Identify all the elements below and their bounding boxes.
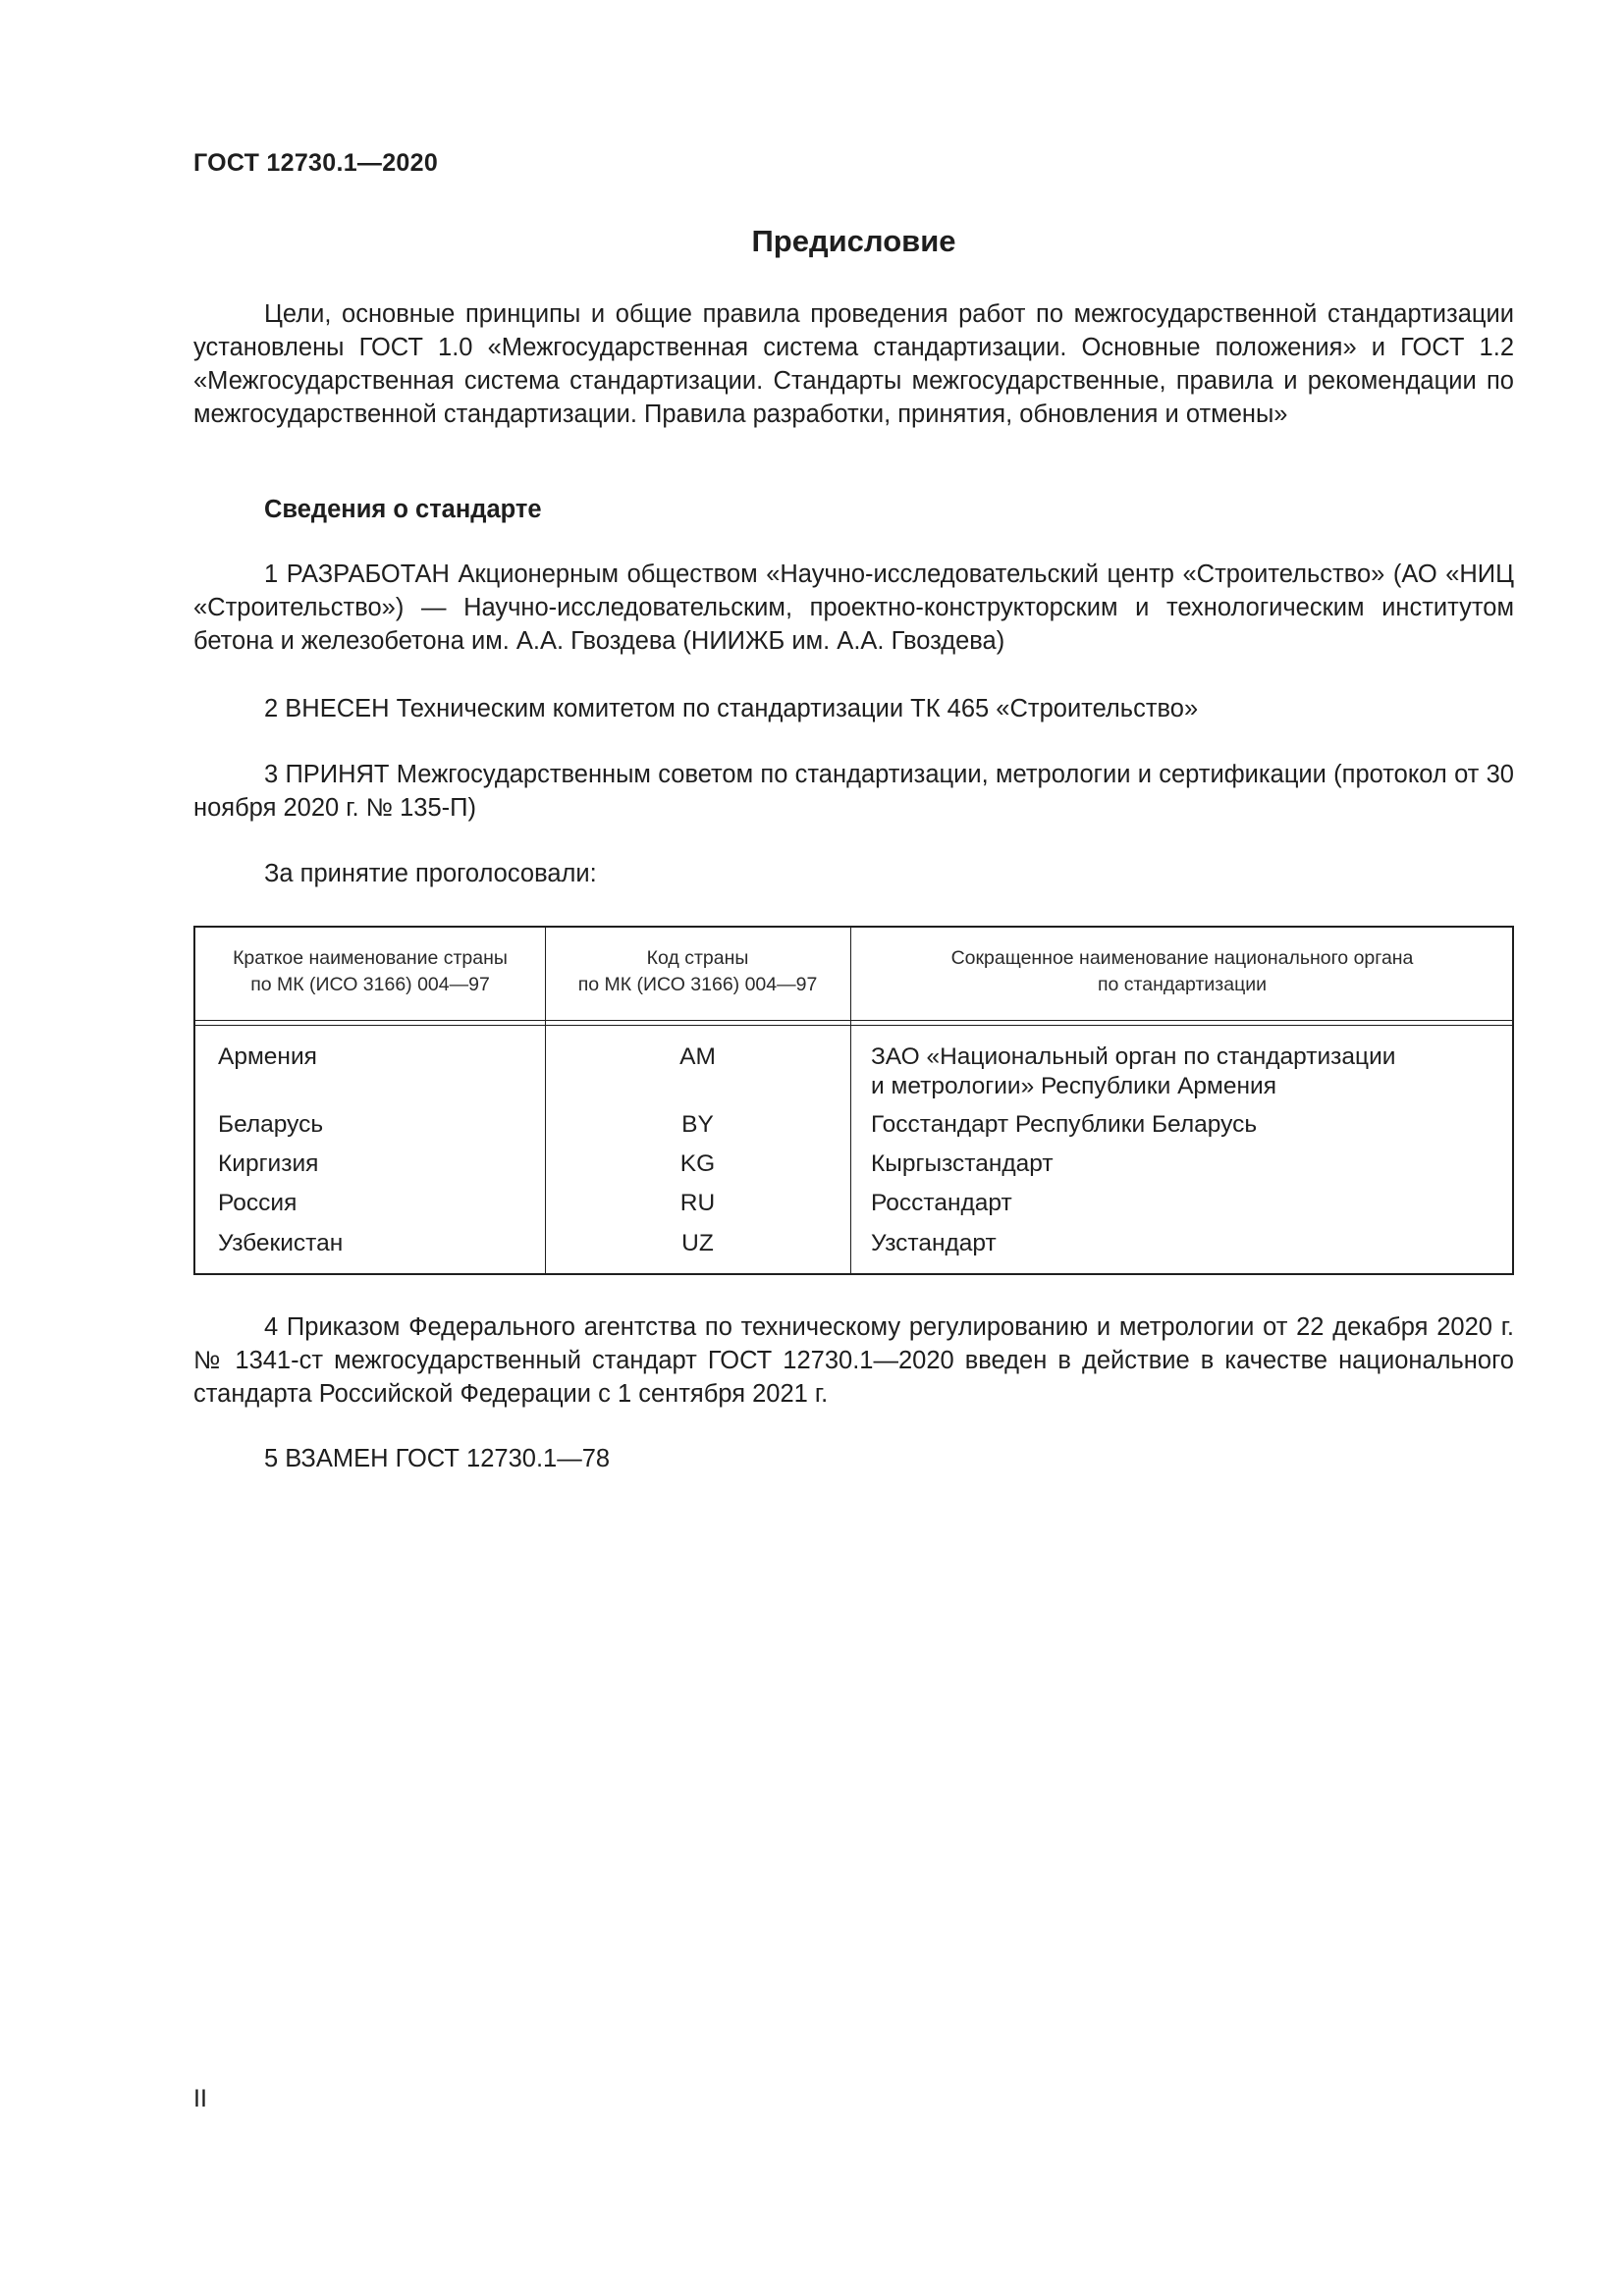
item-developed: 1 РАЗРАБОТАН Акционерным обществом «Научно-исследовательский центр «Строительство» (АО «НИЦ «Строительство») — Научно-исследовательским, проектно-конструкторским и технологическим институтом бетона и железобетона им. А.А. Гвоздева (НИИЖБ им. А.А. Гвоздева) xyxy=(193,561,1514,655)
code-cell: AM xyxy=(679,1043,716,1070)
intro-paragraph: Цели, основные принципы и общие правила проведения работ по межгосударственной стандартизации установлены ГОСТ 1.0 «Межгосударственная система стандартизации. Основные положения» и ГОСТ 1.2 «Межгосударственная система стандартизации. Стандарты межгосударственные, правила и рекомендации по межгосударственной стандартизации. Правила разработки, принятия, обновления и отмены» xyxy=(193,300,1514,428)
voting-table xyxy=(193,926,1514,1275)
section-heading: Сведения о стандарте xyxy=(264,496,542,523)
page-title: Предисловие xyxy=(751,224,956,258)
country-cell: Россия xyxy=(218,1190,298,1216)
organization-cell: Росстандарт xyxy=(871,1190,1012,1216)
country-cell: Киргизия xyxy=(218,1150,319,1177)
country-cell: Беларусь xyxy=(218,1111,324,1138)
table-header-organization: Сокращенное наименование национального органа по стандартизации xyxy=(950,947,1414,995)
page-number: II xyxy=(193,2085,207,2112)
item-adopted: 3 ПРИНЯТ Межгосударственным советом по стандартизации, метрологии и сертификации (протокол от 30 ноября 2020 г. № 135-П) xyxy=(193,761,1514,822)
country-cell: Узбекистан xyxy=(218,1230,344,1256)
organization-cell: Госстандарт Республики Беларусь xyxy=(871,1111,1258,1138)
table-header-separator xyxy=(195,1020,1512,1026)
item-order: 4 Приказом Федерального агентства по техническому регулированию и метрологии от 22 декабря 2020 г. № 1341-ст межгосударственный стандарт ГОСТ 12730.1—2020 введен в действие в качестве национального стандарта Российской Федерации с 1 сентября 2021 г. xyxy=(193,1313,1514,1408)
code-cell: KG xyxy=(679,1150,716,1177)
organization-cell: ЗАО «Национальный орган по стандартизации и метрологии» Республики Армения xyxy=(871,1043,1396,1099)
code-cell: BY xyxy=(681,1111,714,1138)
table-header-code: Код страны по МК (ИСО 3166) 004—97 xyxy=(577,947,818,995)
table-header-country: Краткое наименование страны по МК (ИСО 3166) 004—97 xyxy=(233,947,508,995)
code-cell: UZ xyxy=(681,1230,714,1256)
organization-cell: Кыргызстандарт xyxy=(871,1150,1054,1177)
item-introduced: 2 ВНЕСЕН Техническим комитетом по стандартизации ТК 465 «Строительство» xyxy=(264,695,1199,722)
country-cell: Армения xyxy=(218,1043,317,1070)
voted-label: За принятие проголосовали: xyxy=(264,860,597,887)
organization-cell: Узстандарт xyxy=(871,1230,997,1256)
item-replaces: 5 ВЗАМЕН ГОСТ 12730.1—78 xyxy=(264,1445,611,1472)
code-cell: RU xyxy=(679,1190,716,1216)
document-id: ГОСТ 12730.1—2020 xyxy=(193,149,439,177)
